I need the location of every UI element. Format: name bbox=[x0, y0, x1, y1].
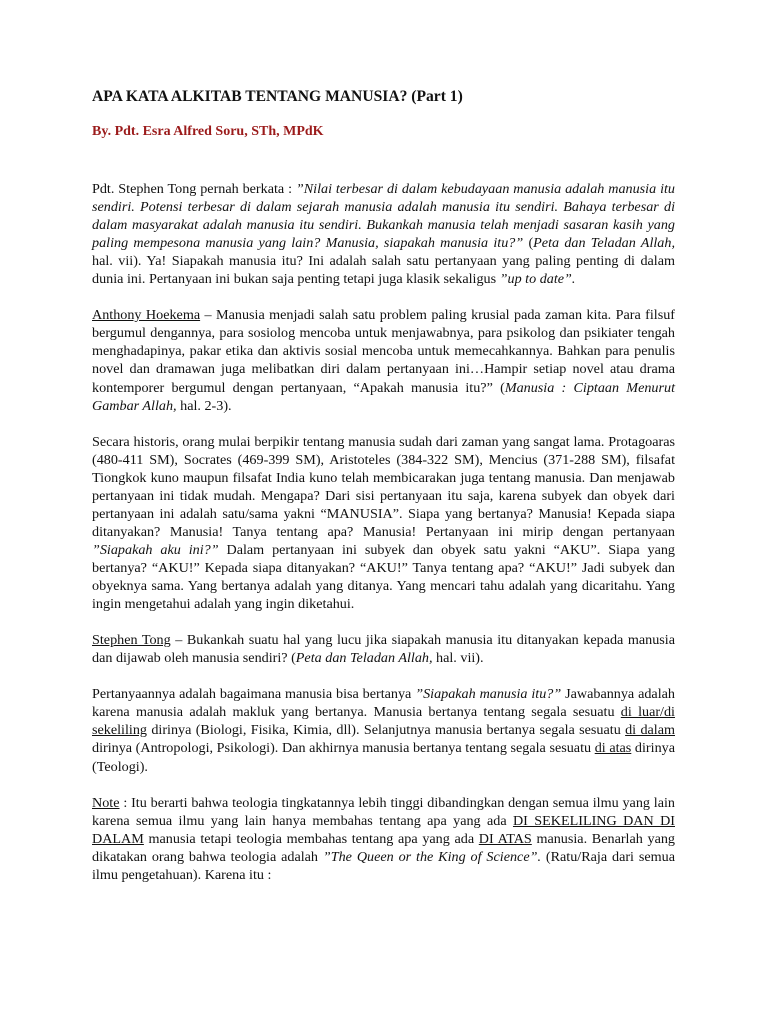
p1-ref-close: hal. vii). Ya! Siapakah manusia itu? Ini adalah salah satu pertanyaan yang paling penting di dalam dunia ini. Pertanyaan ini bukan saja penting tetapi juga klasik sekaligus bbox=[92, 253, 675, 288]
p6-d: (Ratu/Raja dari semua ilmu pengetahuan). Karena itu : bbox=[92, 848, 675, 883]
p3-quote: ”Siapakah aku ini?” bbox=[92, 541, 219, 558]
note-label: Note bbox=[92, 794, 120, 811]
p6-quote: ”The Queen or the King of Science”. bbox=[322, 848, 541, 865]
p6-underline-sekeliling: DI SEKELILING DAN DI DALAM bbox=[92, 812, 675, 847]
p6-c: manusia. Benarlah yang dikatakan orang bahwa teologia adalah bbox=[92, 830, 675, 865]
p5-c: dirinya (Biologi, Fisika, Kimia, dll). Selanjutnya manusia bertanya segala sesuatu bbox=[146, 722, 626, 739]
paragraph-note bbox=[92, 794, 675, 884]
p4-ref-book: Peta dan Teladan Allah, bbox=[295, 650, 433, 667]
p5-e: dirinya (Teologi). bbox=[92, 740, 675, 775]
p4-ref-close: hal. vii). bbox=[432, 650, 484, 667]
paragraph-stephen-tong-quote bbox=[92, 180, 675, 288]
p5-underline-atas: di atas bbox=[594, 740, 632, 757]
p2-author-name: Anthony Hoekema bbox=[92, 307, 201, 324]
p5-d: dirinya (Antropologi, Psikologi). Dan akhirnya manusia bertanya tentang segala sesuatu bbox=[92, 740, 595, 757]
paragraph-question bbox=[92, 685, 675, 775]
p1-tail: ”up to date”. bbox=[499, 271, 576, 288]
p1-lead: Pdt. Stephen Tong pernah berkata : bbox=[92, 181, 296, 197]
p2-ref-close: hal. 2-3). bbox=[176, 397, 232, 414]
p5-a: Pertanyaannya adalah bagaimana manusia bisa bertanya bbox=[92, 686, 416, 703]
p2-ref-book: Manusia : Ciptaan Menurut Gambar Allah, bbox=[92, 379, 675, 414]
p5-underline-sekeliling: di luar/di sekeliling bbox=[92, 704, 675, 739]
p3-text: Secara historis, orang mulai berpikir tentang manusia sudah dari zaman yang sangat lama. Protagoaras (480-411 SM), Socrates (469-399 SM), Aristoteles (384-322 SM), Mencius (371-288 SM), filsafat Tiongkok kuno maupun filsafat India kuno telah membicarakan juga tentang manusia. Dan menjawab pertanyaan ini tidak mudah. Mengapa? Dari sisi pertanyaan itu saja, karena subyek dan obyek dari pertanyaan ini adalah satu/sama yakni “MANUSIA”. Siapa yang bertanya? Manusia! Kepada siapa ditanyakan? Manusia! Tanya tentang apa? Manusia! Pertanyaan ini mirip dengan pertanyaan bbox=[92, 433, 675, 540]
p5-b: Jawabannya adalah karena manusia adalah makluk yang bertanya. Manusia bertanya tentang segala sesuatu bbox=[92, 686, 675, 721]
document-title: APA KATA ALKITAB TENTANG MANUSIA? (Part 1) bbox=[92, 88, 463, 105]
p6-underline-atas: DI ATAS bbox=[478, 830, 532, 847]
p5-underline-dalam: di dalam bbox=[625, 722, 675, 739]
author-byline: By. Pdt. Esra Alfred Soru, STh, MPdK bbox=[92, 124, 324, 139]
article-body bbox=[92, 180, 675, 902]
paragraph-stephen-tong bbox=[92, 631, 675, 667]
p6-b: manusia tetapi teologia membahas tentang apa yang ada bbox=[143, 830, 479, 847]
p3-text2: Dalam pertanyaan ini subyek dan obyek satu yakni “AKU”. Siapa yang bertanya? “AKU!” Kepada siapa ditanyakan? “AKU!” Tanya tentang apa? “AKU!” Jadi subyek dan obyeknya sama. Yang bertanya adalah yang ditanya. Yang mencari tahu adalah yang dicaritahu. Yang ingin mengetahui adalah yang ingin diketahui. bbox=[92, 541, 675, 613]
paragraph-historical bbox=[92, 433, 675, 613]
p2-text: – Manusia menjadi salah satu problem paling krusial pada zaman kita. Para filsuf bergumul dengannya, para sosiolog mencoba untuk menjawabnya, para psikolog dan psikiater tengah menghadapinya, pakar etika dan aktivis sosial mencoba untuk memecahkannya. Bahkan para penulis novel dan dramawan juga melibatkan diri dalam pertanyaan ini…Hampir setiap novel atau drama kontemporer bergumul dengan pertanyaan, “Apakah manusia itu?” ( bbox=[92, 307, 675, 396]
p4-text: – Bukankah suatu hal yang lucu jika siapakah manusia itu ditanyakan kepada manusia dan dijawab oleh manusia sendiri? ( bbox=[92, 632, 675, 667]
p1-ref-open: ( bbox=[523, 235, 534, 252]
p1-quote: ”Nilai terbesar di dalam kebudayaan manusia adalah manusia itu sendiri. Potensi terbesar di dalam sejarah manusia adalah manusia itu sendiri. Bahaya terbesar di dalam masyarakat adalah manusia itu sendiri. Bukankah manusia telah menjadi sasaran kasih yang paling mempesona manusia yang lain? Manusia, siapakah manusia itu?” bbox=[92, 181, 675, 252]
p1-ref-book: Peta dan Teladan Allah, bbox=[533, 235, 675, 252]
p4-author-name: Stephen Tong bbox=[92, 632, 171, 649]
p6-a: : Itu berarti bahwa teologia tingkatannya lebih tinggi dibandingkan dengan semua ilmu yang lain karena semua ilmu yang lain hanya membahas tentang apa yang ada bbox=[92, 794, 675, 829]
paragraph-hoekema bbox=[92, 306, 675, 414]
p5-quote: ”Siapakah manusia itu?” bbox=[415, 686, 562, 703]
